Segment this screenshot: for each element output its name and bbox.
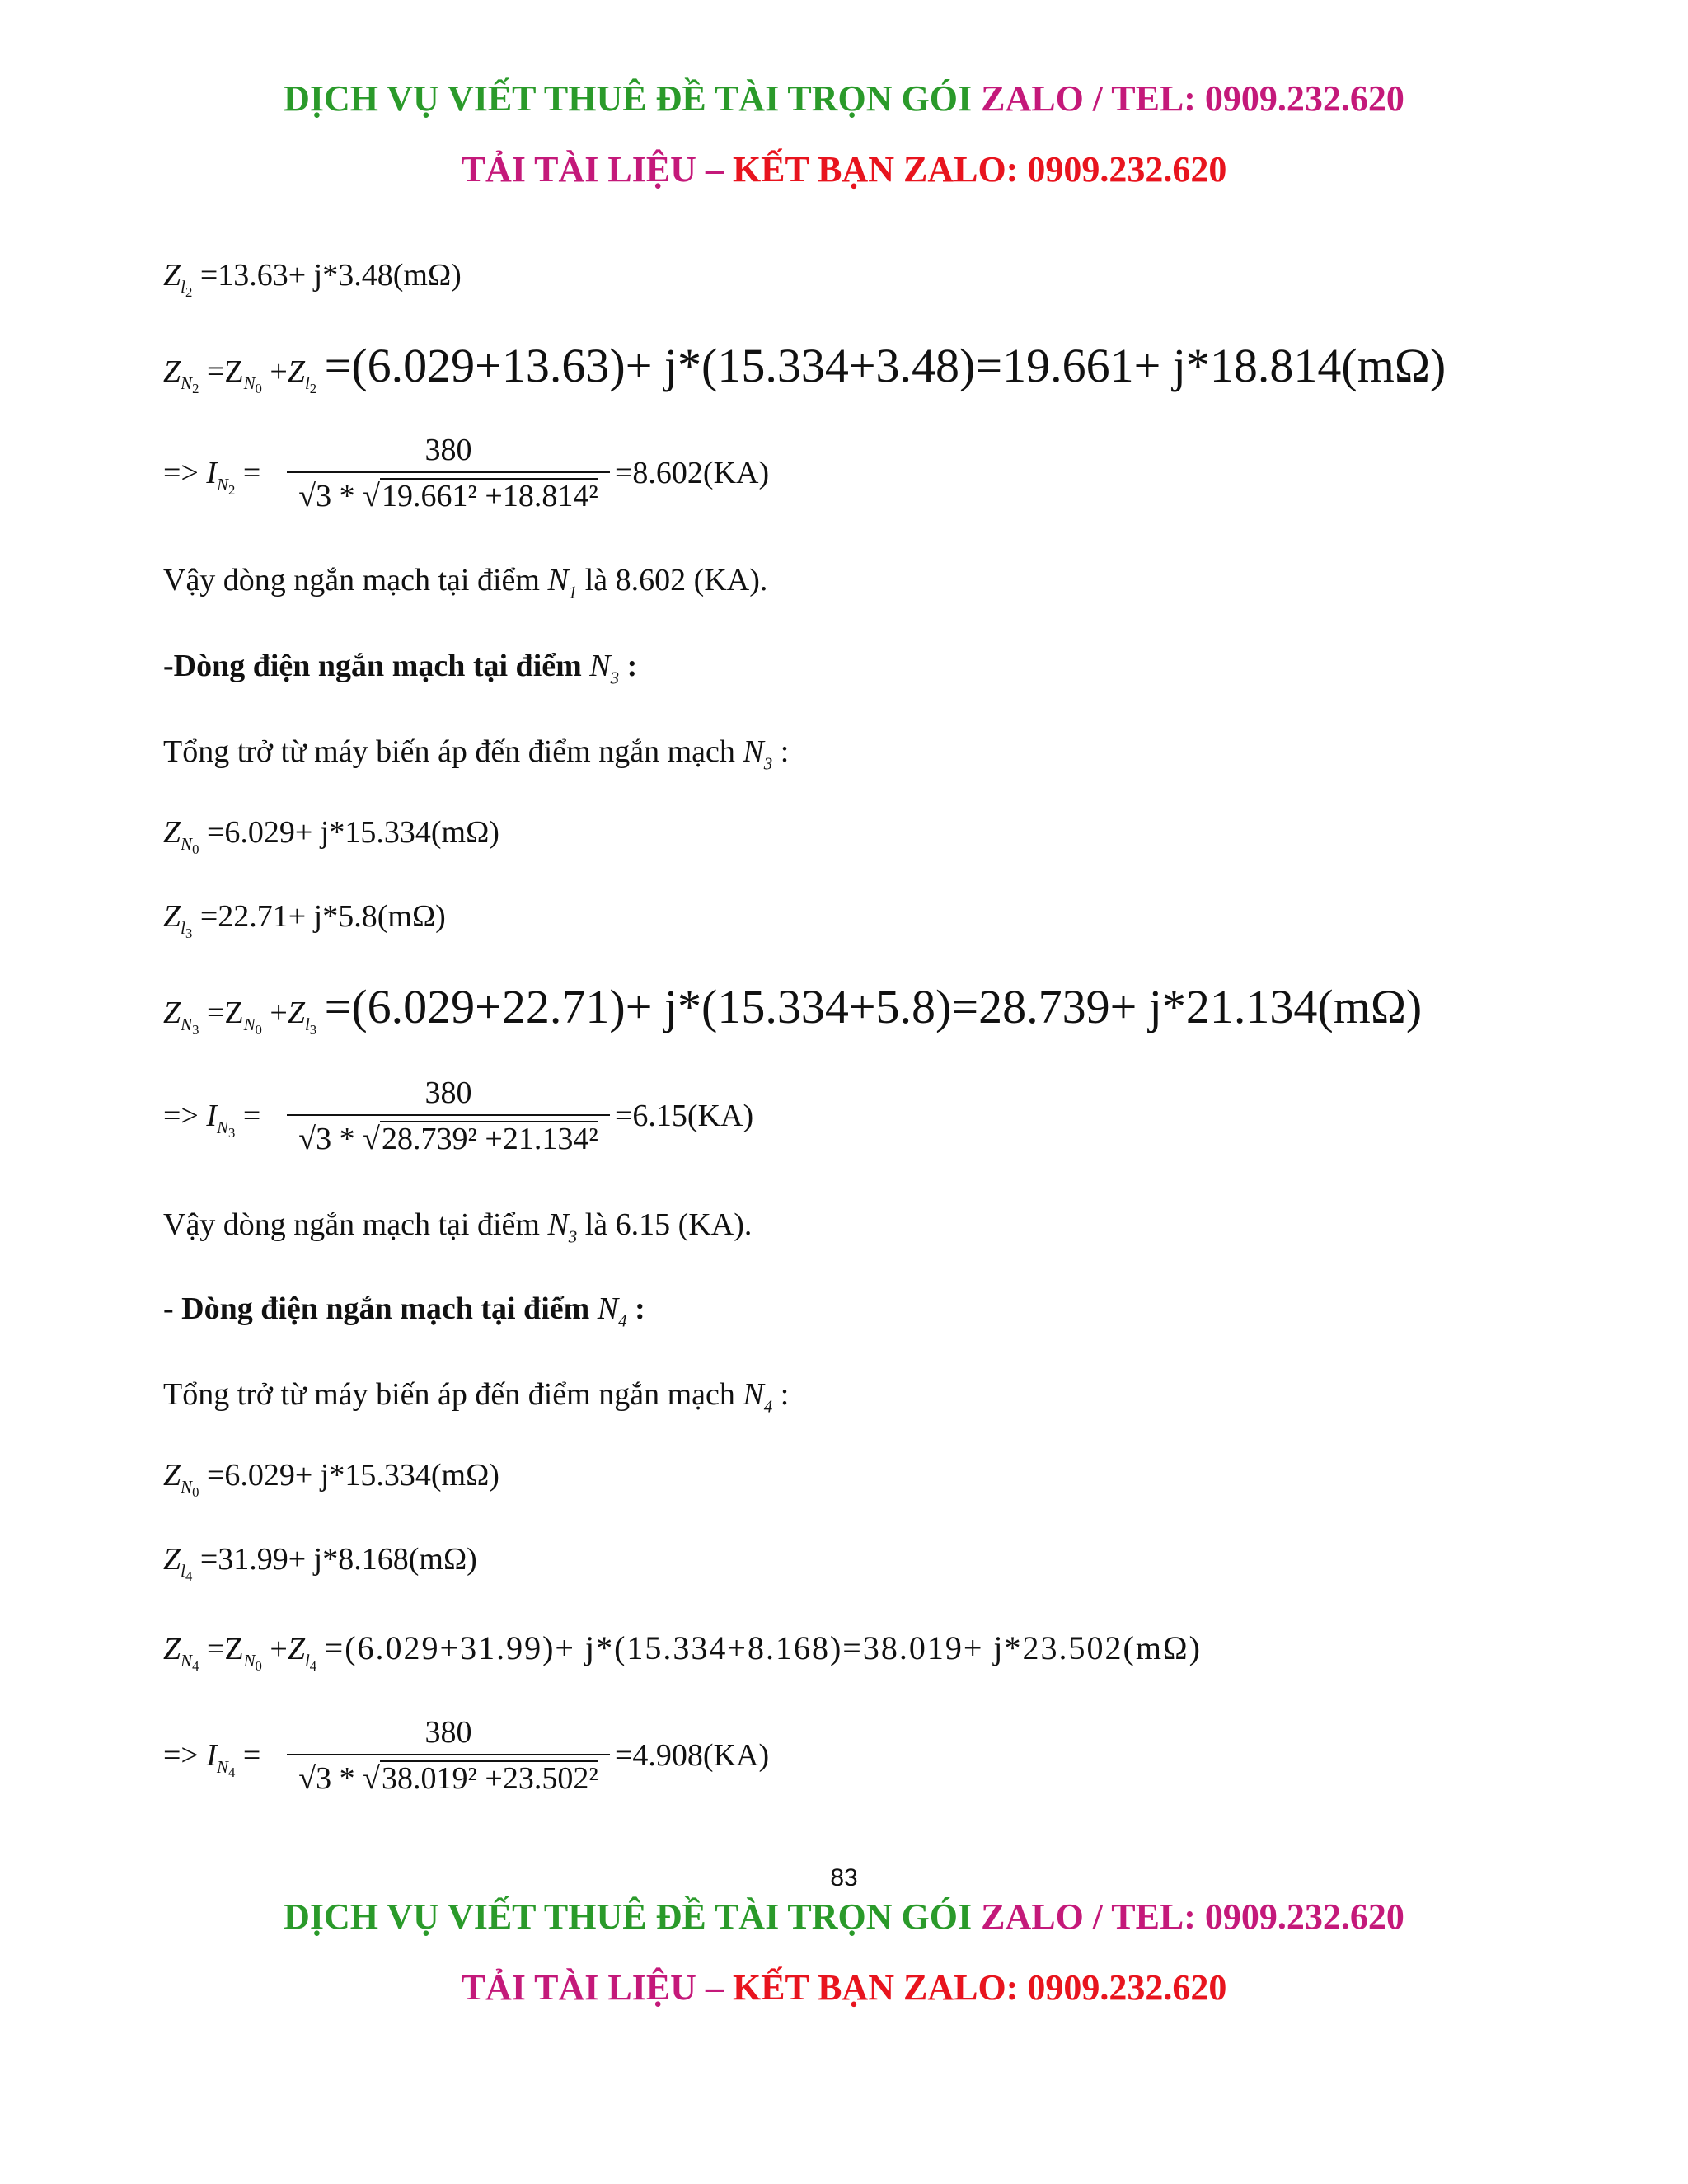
eq-zl3: $Z_{l_3} =22.71+ j*5.8(m\Omega)$ — [163, 899, 446, 942]
page-number: 83 — [830, 1864, 858, 1891]
eq-zn2: $Z_{N_2} =Z_{N_0} +Z_{l_2} =(6.029+13.63)+ j*(15.334+3.48)=19.661+ j*18.814(m\Omega)$ — [163, 339, 1447, 397]
zalo-text: KẾT BẠN ZALO: 0909.232.620 — [732, 149, 1227, 190]
heading-n4: - Dòng điện ngắn mạch tại điểm $N_4$ : — [163, 1291, 645, 1331]
total-impedance-n3: Tổng trở từ máy biến áp đến điểm ngắn mạch $N_3$ : — [163, 734, 790, 774]
service-text: DỊCH VỤ VIẾT THUÊ ĐỀ TÀI TRỌN GÓI — [284, 1896, 973, 1937]
fraction-numerator: 380 — [424, 1715, 472, 1750]
fraction-numerator: 380 — [424, 1076, 472, 1110]
service-text: DỊCH VỤ VIẾT THUÊ ĐỀ TÀI TRỌN GÓI — [284, 78, 973, 119]
conclusion-n1: Vậy dòng ngắn mạch tại điểm $N_1$ là 8.602 (KA). — [163, 563, 768, 602]
header-banner-line2 — [0, 148, 1688, 190]
download-text: TẢI TÀI LIỆU – — [461, 149, 724, 190]
eq-zl4: $Z_{l_4} =31.99+ j*8.168(m\Omega)$ — [163, 1542, 477, 1585]
contact-text: ZALO / TEL: 0909.232.620 — [981, 1896, 1404, 1937]
footer-banner-line1 — [0, 1896, 1688, 1938]
header-banner-line1 — [0, 77, 1688, 120]
eq-zn4: $Z_{N_4} =Z_{N_0} +Z_{l_4} =(6.029+31.99)+ j*(15.334+8.168)=38.019+ j*23.502(m\Omega)$ — [163, 1629, 1202, 1675]
eq-zl2: $Z_{l_2} =13.63+ j*3.48(m\Omega)$ — [163, 258, 462, 301]
heading-n3: -Dòng điện ngắn mạch tại điểm $N_3$ : — [163, 649, 638, 688]
contact-text: ZALO / TEL: 0909.232.620 — [981, 78, 1404, 119]
eq-zn0-b: $Z_{N_0} =6.029+ j*15.334(m\Omega)$ — [163, 1458, 499, 1501]
total-impedance-n4: Tổng trở từ máy biến áp đến điểm ngắn mạch $N_4$ : — [163, 1377, 790, 1417]
eq-zn0-a: $Z_{N_0} =6.029+ j*15.334(m\Omega)$ — [163, 815, 499, 858]
zalo-text: KẾT BẠN ZALO: 0909.232.620 — [732, 1967, 1227, 2008]
eq-zn3: $Z_{N_3} =Z_{N_0} +Z_{l_3} =(6.029+22.71)+ j*(15.334+5.8)=28.739+ j*21.134(m\Omega)$ — [163, 980, 1423, 1038]
conclusion-n3: Vậy dòng ngắn mạch tại điểm $N_3$ là 6.15 (KA). — [163, 1207, 753, 1247]
download-text: TẢI TÀI LIỆU – — [461, 1967, 724, 2008]
fraction-numerator: 380 — [424, 433, 472, 467]
footer-banner-line2 — [0, 1966, 1688, 2008]
